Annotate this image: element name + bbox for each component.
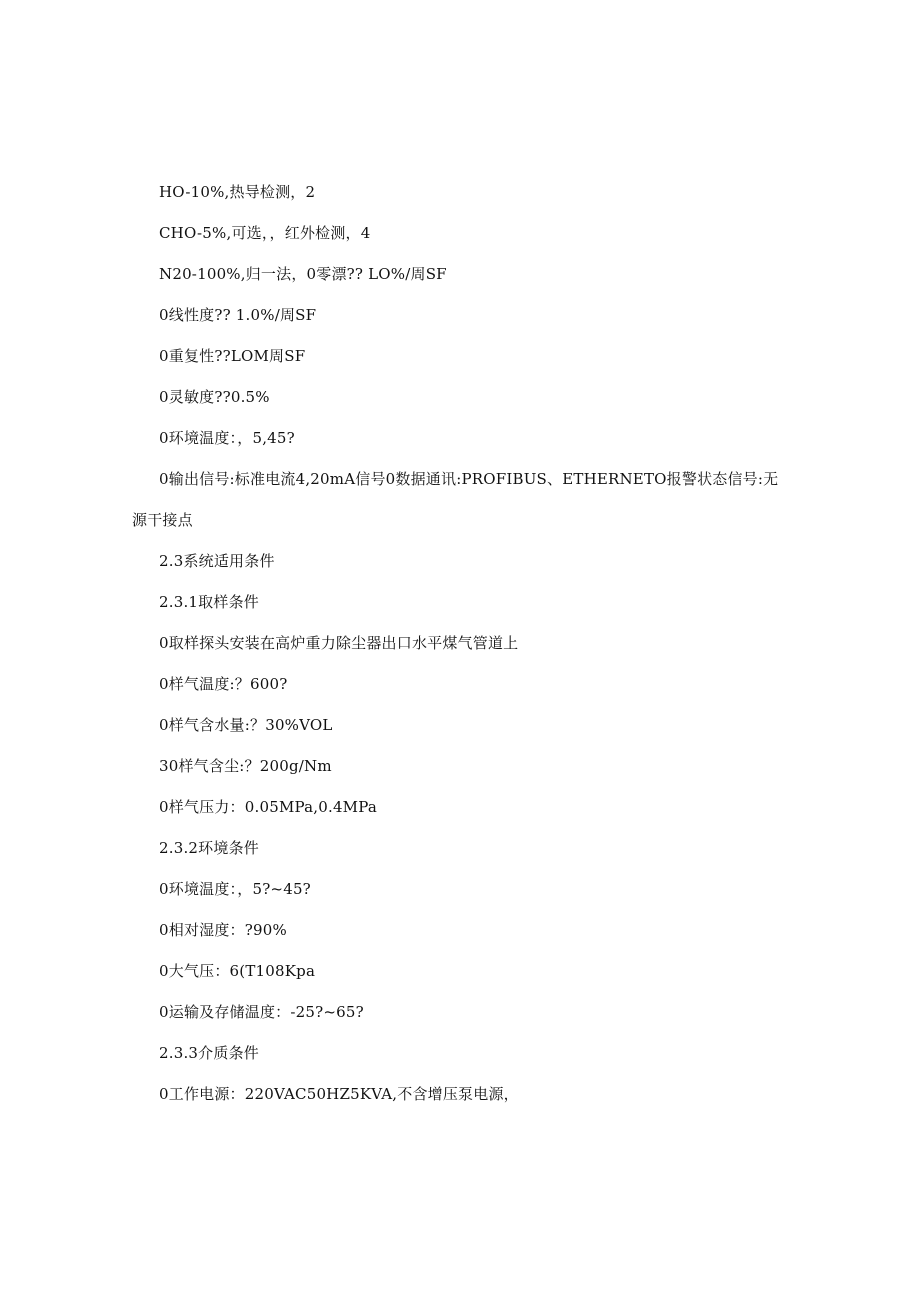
document-body xyxy=(132,172,782,1115)
text-line-ambient-temp: 0环境温度：，5,45? xyxy=(159,429,295,447)
section-heading-2-3-1: 2.3.1取样条件 xyxy=(159,593,259,611)
text-line-linearity: 0线性度?? 1.0%/周SF xyxy=(159,306,317,324)
text-line-ch4-range: CHO-5%,可选，，红外检测，4 xyxy=(159,224,371,242)
text-line-sample-water: 0样气含水量:？30%VOL xyxy=(159,716,333,734)
text-line-h2-range: HO-10%,热导检测，2 xyxy=(159,183,316,201)
text-line-probe-install: 0取样探头安装在高炉重力除尘器出口水平煤气管道上 xyxy=(159,634,519,652)
text-line-sample-pressure: 0样气压力：0.05MPa,0.4MPa xyxy=(159,798,378,816)
text-line-output-signal: 0输出信号:标准电流4,20mA信号0数据通讯:PROFIBUS、ETHERNETO报警状态信号:无源干接点 xyxy=(132,470,779,529)
text-line-atm-pressure: 0大气压：6(T108Kpa xyxy=(159,962,316,980)
text-line-env-temp: 0环境温度：，5?~45? xyxy=(159,880,311,898)
text-line-sample-temp: 0样气温度:？600? xyxy=(159,675,288,693)
text-line-power-supply: 0工作电源：220VAC50HZ5KVA,不含增压泵电源， xyxy=(159,1085,519,1103)
text-line-sensitivity: 0灵敏度??0.5% xyxy=(159,388,270,406)
text-line-sample-dust: 30样气含尘:？200g/Nm xyxy=(159,757,332,775)
text-line-n2-range: N20-100%,归一法，0零漂?? LO%/周SF xyxy=(159,265,447,283)
text-line-repeatability: 0重复性??LOM周SF xyxy=(159,347,306,365)
section-heading-2-3: 2.3系统适用条件 xyxy=(159,552,275,570)
section-heading-2-3-3: 2.3.3介质条件 xyxy=(159,1044,259,1062)
text-line-humidity: 0相对湿度：?90% xyxy=(159,921,287,939)
section-heading-2-3-2: 2.3.2环境条件 xyxy=(159,839,259,857)
text-line-storage-temp: 0运输及存储温度：-25?~65? xyxy=(159,1003,364,1021)
